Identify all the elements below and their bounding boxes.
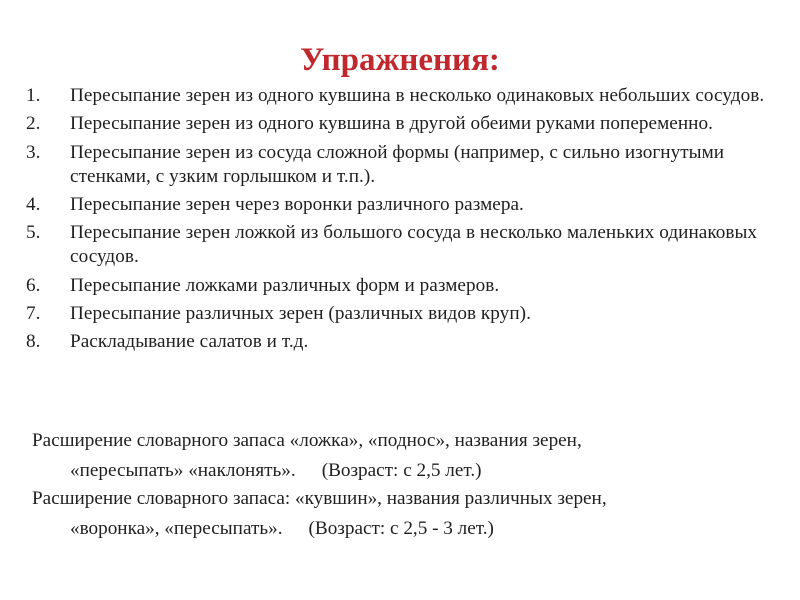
item-text: Пересыпание зерен из одного кувшина в другой обеими руками попеременно. bbox=[70, 113, 713, 135]
item-text: Пересыпание зерен через воронки различного размера. bbox=[70, 193, 524, 215]
item-number: 5. bbox=[26, 222, 41, 244]
list-item bbox=[26, 84, 766, 108]
vocabulary-line: Расширение словарного запаса «ложка», «поднос», названия зерен, bbox=[32, 430, 582, 451]
list-item bbox=[26, 330, 766, 354]
age-note: (Возраст: с 2,5 лет.) bbox=[321, 459, 482, 481]
exercise-list bbox=[26, 84, 766, 359]
age-note: (Возраст: с 2,5 - 3 лет.) bbox=[308, 517, 494, 539]
list-item bbox=[26, 141, 766, 189]
slide-title: Упражнения: bbox=[300, 42, 500, 78]
item-text: Пересыпание зерен из одного кувшина в несколько одинаковых небольших сосудов. bbox=[70, 85, 765, 106]
item-number: 7. bbox=[26, 302, 41, 324]
item-number: 3. bbox=[26, 141, 41, 163]
vocabulary-words: «пересыпать» «наклонять». bbox=[70, 459, 296, 481]
item-number: 8. bbox=[26, 331, 41, 353]
list-item bbox=[26, 112, 766, 136]
item-text: Пересыпание различных зерен (различных видов круп). bbox=[70, 302, 531, 324]
item-text: Пересыпание зерен ложкой из большого сосуда в несколько маленьких одинаковых сосудов. bbox=[70, 222, 758, 268]
item-text: Раскладывание салатов и т.д. bbox=[70, 331, 309, 353]
item-text: Пересыпание зерен из сосуда сложной формы (например, с сильно изогнутыми стенками, с узким горлышком и т.п.). bbox=[70, 141, 725, 187]
list-item bbox=[26, 302, 766, 326]
item-number: 2. bbox=[26, 113, 41, 135]
vocabulary-line-continued bbox=[32, 514, 752, 544]
list-item bbox=[26, 274, 766, 298]
vocabulary-line: Расширение словарного запаса: «кувшин», названия различных зерен, bbox=[32, 488, 607, 509]
vocabulary-line-continued bbox=[32, 456, 752, 486]
vocabulary-words: «воронка», «пересыпать». bbox=[70, 517, 283, 539]
list-item bbox=[26, 193, 766, 217]
item-number: 6. bbox=[26, 274, 41, 296]
vocabulary-paragraph bbox=[32, 484, 752, 543]
item-number: 1. bbox=[26, 85, 41, 106]
item-text: Пересыпание ложками различных форм и размеров. bbox=[70, 274, 500, 296]
item-number: 4. bbox=[26, 193, 41, 215]
list-item bbox=[26, 221, 766, 269]
vocabulary-paragraph bbox=[32, 426, 752, 485]
